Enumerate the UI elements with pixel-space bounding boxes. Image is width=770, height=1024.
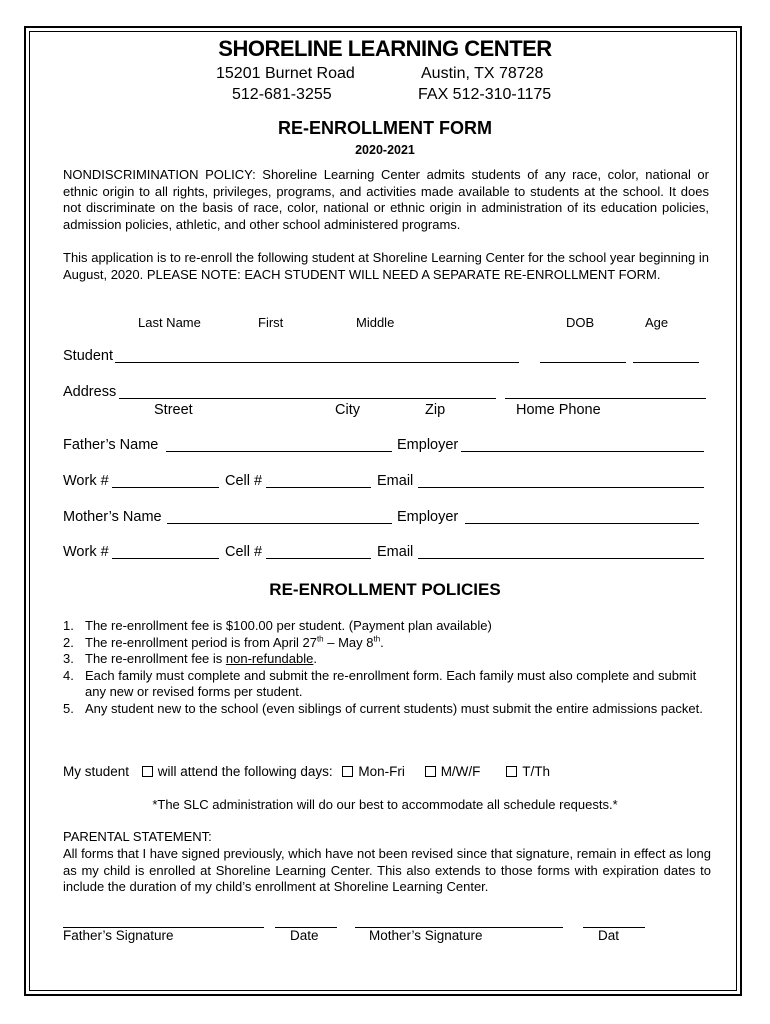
zip-sublabel: Zip	[425, 402, 446, 418]
policy-item	[63, 651, 713, 668]
policy-number: 3.	[63, 651, 74, 666]
mwf-label: M/W/F	[440, 764, 481, 779]
home-phone-sublabel: Home Phone	[516, 402, 601, 418]
tth-checkbox[interactable]	[506, 766, 517, 777]
home-phone-line[interactable]	[505, 398, 706, 399]
application-note: This application is to re-enroll the following student at Shoreline Learning Center for the school year beginning in August, 2020. PLEASE NOTE: EACH STUDENT WILL NEED A SEPARATE RE-ENROLLMENT FORM.	[63, 250, 709, 282]
policy-number: 1.	[63, 618, 74, 633]
age-line[interactable]	[633, 362, 699, 363]
policies-heading: RE-ENROLLMENT POLICIES	[269, 580, 501, 599]
will-attend-checkbox[interactable]	[142, 766, 153, 777]
mon-fri-label: Mon-Fri	[358, 764, 405, 779]
student-label: Student	[63, 348, 113, 364]
mother-employer-label: Employer	[397, 509, 459, 525]
mwf-checkbox[interactable]	[425, 766, 436, 777]
mother-cell-label: Cell #	[225, 544, 263, 560]
policy-text: The re-enrollment fee is $100.00 per student. (Payment plan available)	[85, 618, 492, 633]
address-line[interactable]	[119, 398, 496, 399]
mother-work-label: Work #	[63, 544, 109, 560]
mothers-name-label: Mother’s Name	[63, 509, 162, 525]
col-age: Age	[645, 315, 669, 330]
father-cell-label: Cell #	[225, 473, 263, 489]
policy-text: .	[380, 634, 384, 650]
policy-item	[63, 635, 713, 652]
address-label: Address	[63, 384, 117, 400]
fathers-name-label: Father’s Name	[63, 437, 159, 453]
col-middle: Middle	[356, 315, 395, 330]
col-first: First	[258, 315, 284, 330]
attendance-text: will attend the following days:	[157, 764, 333, 779]
mother-cell-line[interactable]	[266, 558, 371, 559]
attendance-row	[63, 764, 550, 779]
mother-email-line[interactable]	[418, 558, 704, 559]
non-refundable-emphasis: non-refundable	[225, 651, 314, 666]
student-name-line[interactable]	[115, 362, 519, 363]
policy-text: The re-enrollment fee is	[85, 651, 226, 666]
father-employer-label: Employer	[397, 437, 459, 453]
school-year: 2020-2021	[355, 143, 415, 157]
policy-text: Any student new to the school (even siblings of current students) must submit the entire admissions packet.	[85, 700, 703, 716]
street-address: 15201 Burnet Road	[216, 65, 355, 82]
father-email-label: Email	[377, 473, 414, 489]
dob-line[interactable]	[540, 362, 626, 363]
father-email-line[interactable]	[418, 487, 704, 488]
policy-text: Each family must complete and submit the re-enrollment form. Each family must also complete and submit any new or revised forms per student.	[85, 667, 697, 699]
mother-email-label: Email	[377, 544, 414, 560]
mother-work-line[interactable]	[112, 558, 219, 559]
father-employer-line[interactable]	[461, 451, 704, 452]
policy-text: The re-enrollment period is from April 27	[85, 634, 317, 650]
father-date-label: Date	[290, 928, 319, 943]
parental-statement-heading: PARENTAL STATEMENT:	[63, 829, 212, 844]
policy-number: 2.	[63, 634, 74, 650]
father-work-label: Work #	[63, 473, 109, 489]
mother-signature-label: Mother’s Signature	[369, 928, 483, 943]
mon-fri-checkbox[interactable]	[342, 766, 353, 777]
city-sublabel: City	[335, 402, 360, 418]
policy-item	[63, 668, 713, 701]
policy-item	[63, 701, 713, 718]
nondiscrimination-policy: NONDISCRIMINATION POLICY: Shoreline Learning Center admits students of any race, color, national or ethnic origin to all rights, privileges, programs, and activities made available to students at the school. It does not discriminate on the basis of race, color, national or ethnic origin in administration of its education policies, admission policies, athletic, and other school administered programs.	[63, 167, 709, 232]
mothers-name-line[interactable]	[167, 523, 392, 524]
mother-employer-line[interactable]	[465, 523, 699, 524]
city-address: Austin, TX 78728	[421, 65, 544, 82]
policy-text: – May 8	[323, 634, 374, 650]
attendance-prefix: My student	[63, 764, 130, 779]
street-sublabel: Street	[154, 402, 193, 418]
father-cell-line[interactable]	[266, 487, 371, 488]
superscript: th	[316, 634, 324, 644]
superscript: th	[373, 634, 381, 644]
col-last-name: Last Name	[138, 315, 201, 330]
policy-item	[63, 618, 713, 635]
fathers-name-line[interactable]	[166, 451, 392, 452]
form-title: RE-ENROLLMENT FORM	[278, 118, 492, 138]
mother-date-label: Dat	[598, 928, 620, 943]
policies-list	[63, 618, 713, 717]
policy-number: 5.	[63, 700, 74, 716]
phone-number: 512-681-3255	[232, 86, 332, 103]
father-signature-label: Father’s Signature	[63, 928, 174, 943]
father-work-line[interactable]	[112, 487, 219, 488]
policy-text: .	[313, 651, 317, 666]
schedule-note: *The SLC administration will do our best to accommodate all schedule requests.*	[152, 797, 618, 812]
col-dob: DOB	[566, 315, 595, 330]
parental-statement-text: All forms that I have signed previously, which have not been revised since that signature, remain in effect as long as my child is enrolled at Shoreline Learning Center. This also extends to those forms with expiration dates to include the duration of my child’s enrollment at Shoreline Learning Center.	[63, 846, 711, 894]
policy-number: 4.	[63, 667, 74, 683]
school-name: SHORELINE LEARNING CENTER	[218, 36, 552, 61]
fax-number: FAX 512-310-1175	[418, 86, 552, 103]
tth-label: T/Th	[522, 764, 550, 779]
